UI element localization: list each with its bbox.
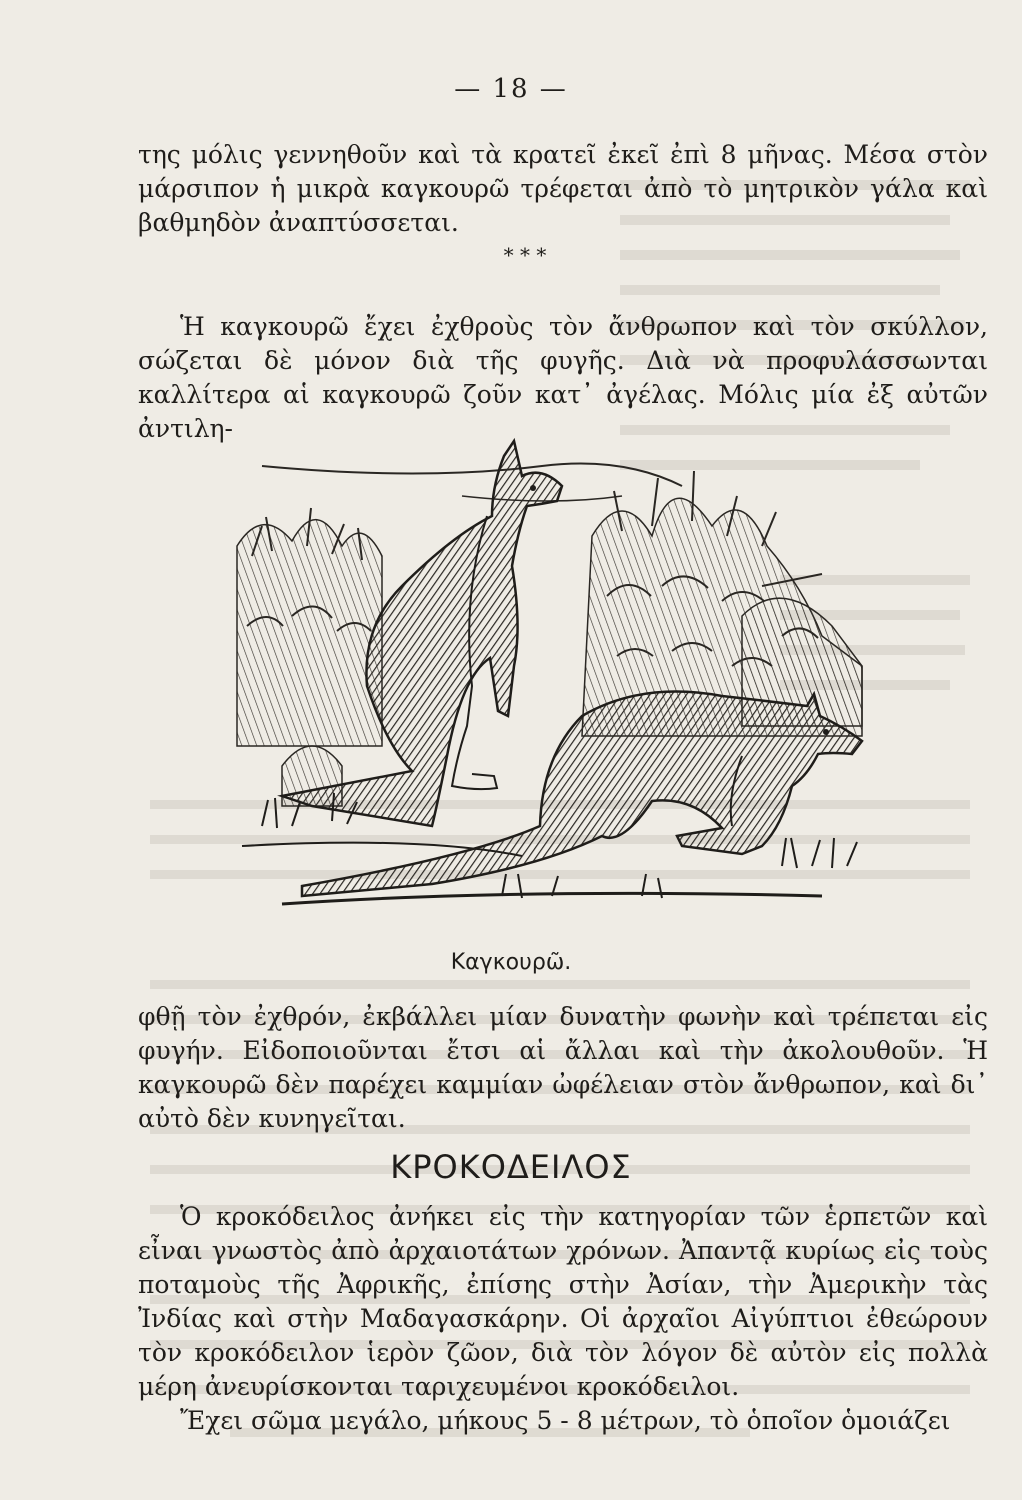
section-separator bbox=[495, 243, 555, 267]
kangaroo-illustration bbox=[222, 426, 882, 912]
paragraph-crocodile-intro: Ὁ κροκόδειλος ἀνήκει εἰς τὴν κατηγορίαν τῶν ἑρπετῶν καὶ εἶναι γνωστὸς ἀπὸ ἀρχαιοτάτων χρόνων. Ἀπαντᾷ κυρίως εἰς τοὺς ποταμοὺς τῆς Ἀφρικῆς, ἐπίσης στὴν Ἀσίαν, τὴν Ἀμερικὴν τὰς Ἰνδίας καὶ στὴν Μαδαγασκάρην. Οἱ ἀρχαῖοι Αἰγύπτιοι ἐθεώρουν τὸν κροκόδειλον ἱερὸν ζῶον, διὰ τὸν λόγον δὲ αὐτὸν εἰς πολλὰ μέρη ἀνευρίσκονται ταριχευμένοι κροκόδειλοι. bbox=[138, 1202, 988, 1401]
paragraph-kangaroo-enemies: Ἡ καγκουρῶ ἔχει ἐχθροὺς τὸν ἄνθρωπον καὶ τὸν σκύλλον, σώζεται δὲ μόνον διὰ τῆς φυγῆς. Διὰ νὰ προφυλάσσωνται καλλίτερα αἱ καγκουρῶ ζοῦν κατ᾽ ἀγέλας. Μόλις μία ἐξ αὐτῶν ἀντιλη- bbox=[138, 312, 988, 443]
text-block-4 bbox=[138, 1200, 988, 1438]
section-heading: ΚΡΟΚΟΔΕΙΛΟΣ bbox=[390, 1148, 632, 1186]
page-number: — 18 — bbox=[454, 74, 568, 104]
paragraph-continuation: της μόλις γεννηθοῦν καὶ τὰ κρατεῖ ἐκεῖ ἐπὶ 8 μῆνας. Μέσα στὸν μάρσιπον ἡ μικρὰ καγκουρῶ τρέφεται ἀπὸ τὸ μητρικὸν γάλα καὶ βαθμηδὸν ἀναπτύσσεται. bbox=[138, 140, 988, 237]
figure-caption: Καγκουρῶ. bbox=[450, 950, 572, 975]
paragraph-kangaroo-continued: φθῇ τὸν ἐχθρόν, ἐκβάλλει μίαν δυνατὴν φωνὴν καὶ τρέπεται εἰς φυγήν. Εἰδοποιοῦνται ἔτσι αἱ ἄλλαι καὶ τὴν ἀκολουθοῦν. Ἡ καγκουρῶ δὲν παρέχει καμμίαν ὠφέλειαν στὸν ἄνθρωπον, καὶ δι᾽ αὐτὸ δὲν κυνηγεῖται. bbox=[138, 1002, 988, 1133]
separator-asterisks: * * * bbox=[503, 243, 547, 267]
text-block-1 bbox=[138, 138, 988, 240]
paragraph-crocodile-body: Ἔχει σῶμα μεγάλο, μήκους 5 - 8 μέτρων, τὸ ὁποῖον ὁμοιάζει bbox=[180, 1406, 951, 1435]
text-block-3 bbox=[138, 1000, 988, 1136]
